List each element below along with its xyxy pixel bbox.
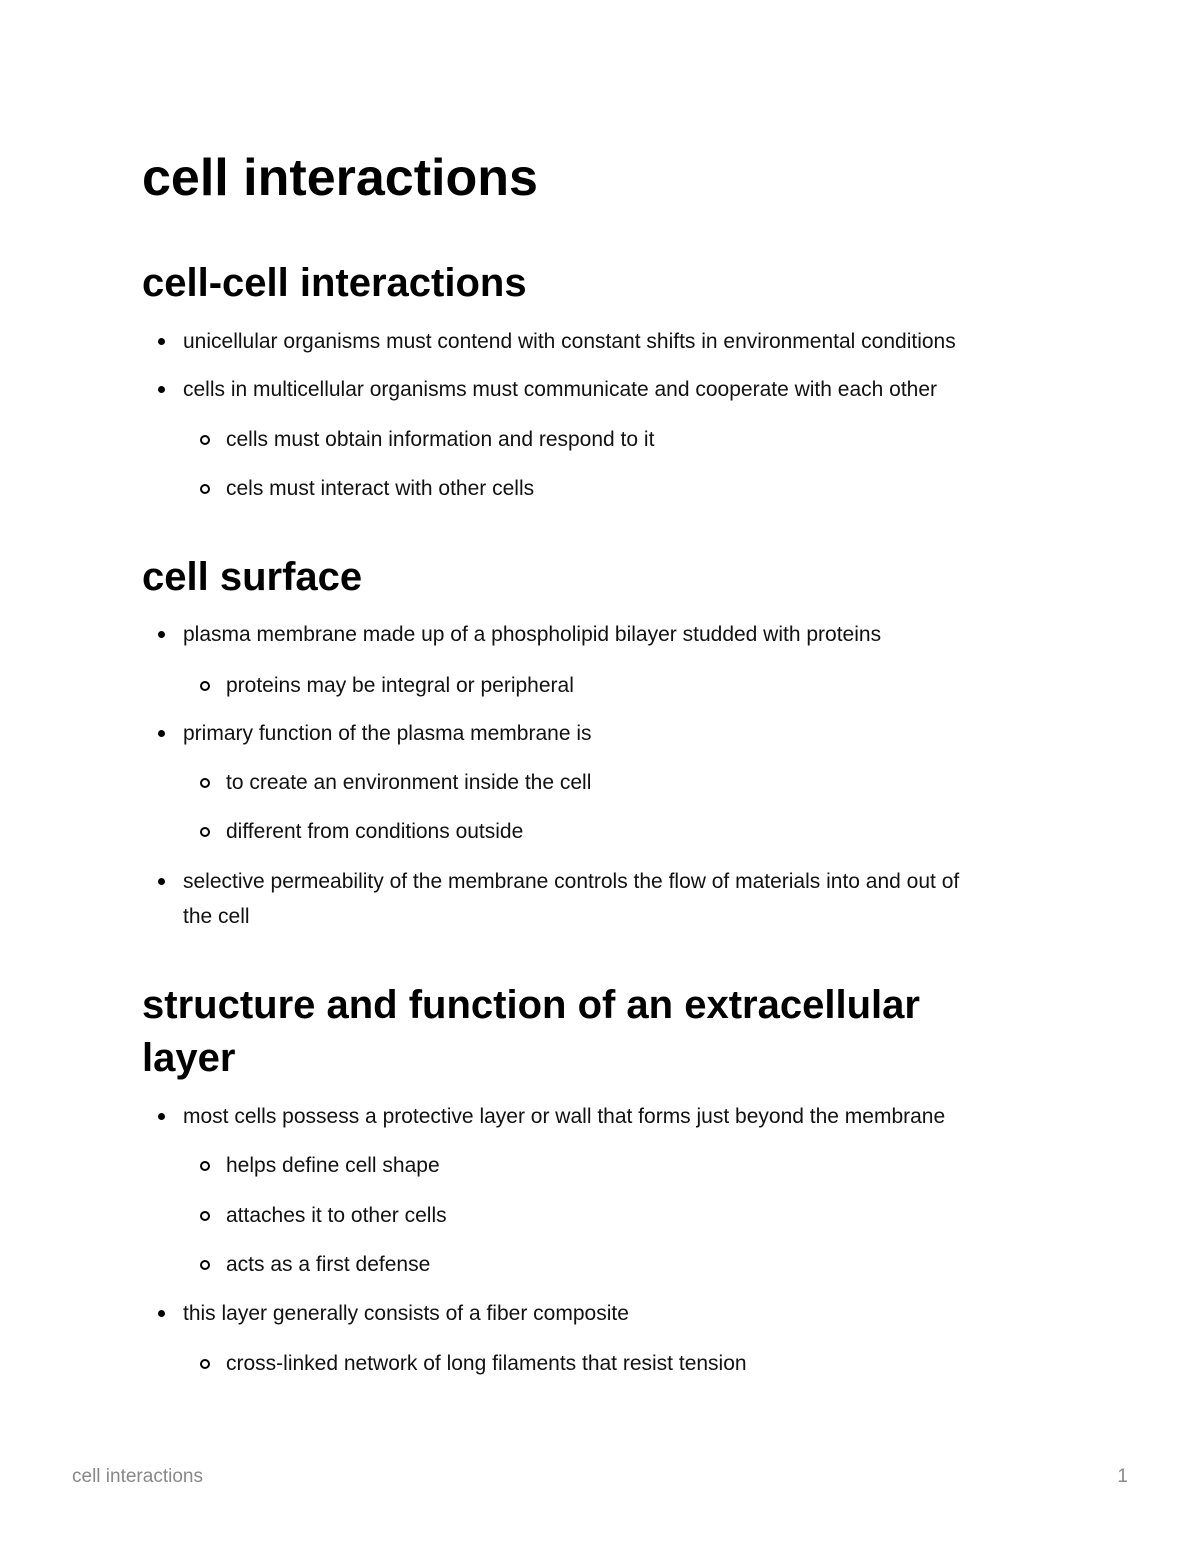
bullet-icon	[158, 386, 165, 393]
sub-bullet-icon	[200, 435, 210, 445]
list-item-text: cells in multicellular organisms must communicate and cooperate with each other	[183, 378, 938, 401]
list-item-text: attaches it to other cells	[226, 1204, 447, 1227]
bullet-icon	[158, 631, 165, 638]
list-item-text: primary function of the plasma membrane is	[183, 722, 592, 745]
list-item-text: cross-linked network of long filaments that resist tension	[226, 1352, 747, 1375]
list-item-text: the cell	[183, 905, 250, 928]
sub-bullet-icon	[200, 1260, 210, 1270]
list-item-text: most cells possess a protective layer or wall that forms just beyond the membrane	[183, 1105, 946, 1128]
footer-title: cell interactions	[72, 1466, 203, 1487]
list-item	[226, 1148, 440, 1183]
list-item-text: cells must obtain information and respond to it	[226, 428, 655, 451]
list-item-text: this layer generally consists of a fiber composite	[183, 1302, 629, 1325]
list-item	[226, 1247, 430, 1282]
bullet-icon	[158, 1310, 165, 1317]
list-item-text: to create an environment inside the cell	[226, 771, 592, 794]
list-item	[183, 1099, 945, 1134]
list-item	[226, 1198, 447, 1233]
list-item	[183, 617, 881, 652]
section-heading-extracellular-layer-line2: layer	[142, 1036, 236, 1080]
list-item-text: unicellular organisms must contend with constant shifts in environmental conditions	[183, 330, 956, 353]
bullet-icon	[158, 338, 165, 345]
list-item-text: plasma membrane made up of a phospholipid bilayer studded with proteins	[183, 623, 882, 646]
list-item-text: helps define cell shape	[226, 1154, 440, 1177]
sub-bullet-icon	[200, 681, 210, 691]
list-item-continuation	[183, 899, 250, 934]
list-item	[226, 765, 591, 800]
sub-bullet-icon	[200, 484, 210, 494]
list-item-text: acts as a first defense	[226, 1253, 431, 1276]
list-item-text: proteins may be integral or peripheral	[226, 674, 574, 697]
list-item	[226, 668, 574, 703]
list-item	[183, 716, 592, 751]
bullet-icon	[158, 878, 165, 885]
list-item-text: selective permeability of the membrane controls the flow of materials into and out of	[183, 870, 960, 893]
list-item	[226, 471, 534, 506]
sub-bullet-icon	[200, 1359, 210, 1369]
bullet-icon	[158, 1113, 165, 1120]
section-heading-cell-surface: cell surface	[142, 555, 363, 599]
sub-bullet-icon	[200, 827, 210, 837]
bullet-icon	[158, 730, 165, 737]
list-item	[226, 422, 654, 457]
sub-bullet-icon	[200, 1211, 210, 1221]
page-title: cell interactions	[142, 149, 538, 207]
list-item-text: different from conditions outside	[226, 820, 524, 843]
section-heading-extracellular-layer: structure and function of an extracellular	[142, 983, 920, 1027]
list-item	[183, 864, 959, 899]
list-item	[183, 1296, 629, 1331]
list-item	[226, 1346, 747, 1381]
list-item	[183, 324, 956, 359]
section-heading-cell-cell-interactions: cell-cell interactions	[142, 261, 527, 305]
list-item	[226, 814, 523, 849]
sub-bullet-icon	[200, 1161, 210, 1171]
page-number: 1	[1117, 1466, 1128, 1487]
list-item	[183, 372, 937, 407]
list-item-text: cels must interact with other cells	[226, 477, 535, 500]
sub-bullet-icon	[200, 778, 210, 788]
